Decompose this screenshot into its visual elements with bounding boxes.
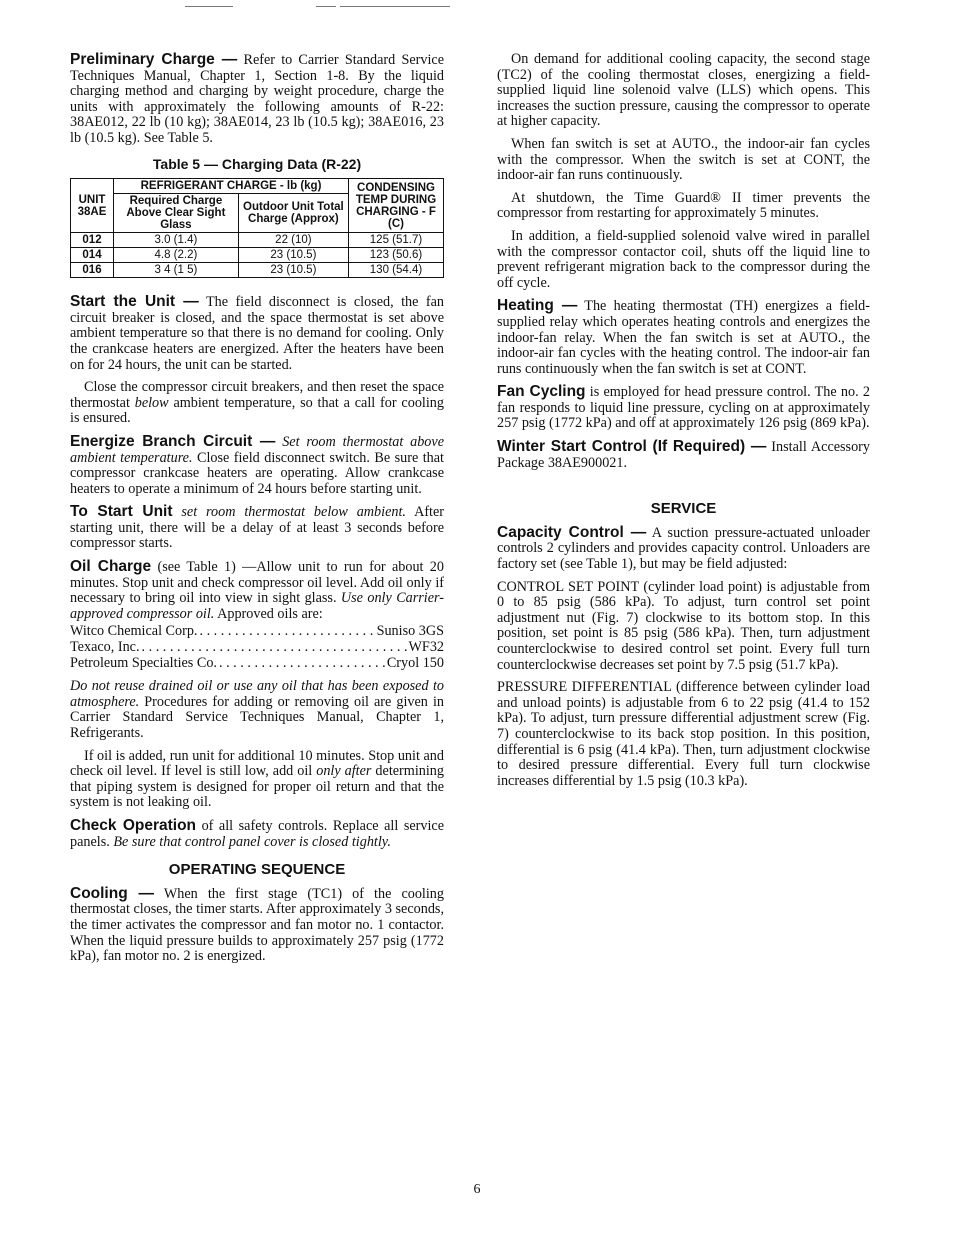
service-title: SERVICE <box>650 500 717 518</box>
energize-branch-heading: Energize Branch Circuit — <box>70 432 276 450</box>
heating-paragraph: Heating — The heating thermostat (TH) energizes a field-supplied relay which operates heating controls and energizes the indoor-fan relay. When the fan switch is set at AUTO., the indoor-air fan cycles with the heating control. The indoor-air fan runs continuously when the fan switch is set at CONT. <box>497 297 870 377</box>
table-row: 016 3 4 (1 5) 23 (10.5) 130 (54.4) <box>71 263 444 278</box>
pressure-differential-paragraph: PRESSURE DIFFERENTIAL (difference between cylinder load and unload points) is adjustable from 6 to 22 psig (41.4 to 152 kPa). To adjust, turn pressure differential adjustment screw (Fig. 7) counterclockwise to its back stop position. In this position, differential is 6 psig (41.4 kPa). Then, turn adjustment clockwise to desired pressure differential. Every full turn clockwise increases differential by 1.5 psig (10.3 kPa). <box>497 679 870 789</box>
oil-charge-heading: Oil Charge <box>70 558 152 576</box>
left-column <box>70 52 444 972</box>
fan-cycling-heading: Fan Cycling <box>497 383 586 401</box>
charging-data-table <box>70 178 444 278</box>
fan-switch-paragraph: When fan switch is set at AUTO., the indoor-air fan cycles with the compressor. When the switch is set at CONT, the indoor-air fan runs continuously. <box>497 135 870 184</box>
set-point-paragraph: CONTROL SET POINT (cylinder load point) is adjustable from 0 to 85 psig (586 kPa). To adjust, turn control set point adjustment nut (Fig. 7) clockwise to its bottom stop. In this position, set point is 85 psig (586 kPa). Then, turn adjustment counterclockwise to desired control set point. Every full turn counterclockwise decreases set point by 7.5 psig (51.7 kPa). <box>497 578 870 673</box>
table-row: 012 3.0 (1.4) 22 (10) 125 (51.7) <box>71 233 444 248</box>
operating-sequence-title: OPERATING SEQUENCE <box>168 861 346 879</box>
header-rule <box>316 6 336 7</box>
oil-added-paragraph: If oil is added, run unit for additional 10 minutes. Stop unit and check oil level. If level is still low, add oil only after determining that piping system is designed for proper oil return and that the system is not leaking oil. <box>70 747 444 811</box>
fan-cycling-paragraph: Fan Cycling is employed for head pressure control. The no. 2 fan responds to liquid line pressure, cycling on at approximately 257 psig (1772 kPa) and off at approximately 126 psig (869 kPa). <box>497 383 870 432</box>
shutdown-paragraph: At shutdown, the Time Guard® II timer prevents the compressor from restarting for approximately 5 minutes. <box>497 189 870 222</box>
table-5-title: Table 5 — Charging Data (R-22) <box>152 155 362 172</box>
reuse-oil-paragraph: Do not reuse drained oil or use any oil that has been exposed to atmosphere. Procedures for adding or removing oil are given in Carrier Standard Service Techniques Manual, Chapter 1, Refrigerants. <box>70 678 444 741</box>
demand-paragraph: On demand for additional cooling capacity, the second stage (TC2) of the cooling thermostat closes, energizing a field-supplied liquid line solenoid valve (LLS) which opens. This increases the suction pressure, causing the compressor to operate at higher capacity. <box>497 51 870 130</box>
winter-start-heading: Winter Start Control (If Required) — <box>497 438 767 456</box>
col-condensing-temp: CONDENSING TEMP DURING CHARGING - F (C) <box>349 179 444 233</box>
check-operation-heading: Check Operation <box>70 816 197 834</box>
heating-heading: Heating — <box>497 297 578 315</box>
header-rule <box>185 6 233 7</box>
preliminary-charge-paragraph: Preliminary Charge — Refer to Carrier Standard Service Techniques Manual, Chapter 1, Section 1-8. By the liquid charging method and charging by weight procedure, charge the units with approximately the following amounts of R-22: 38AE012, 22 lb (10 kg); 38AE014, 23 lb (10.5 kg); 38AE016, 23 lb (10.5 kg). See Table 5. <box>70 51 444 146</box>
col-unit: UNIT 38AE <box>71 179 114 233</box>
capacity-control-paragraph: Capacity Control — A suction pressure-actuated unloader controls 2 cylinders and provides capacity control. Unloaders are factory set (see Table 1), but may be field adjusted: <box>497 523 870 573</box>
right-column <box>497 52 870 796</box>
cooling-heading: Cooling — <box>70 884 155 902</box>
start-unit-paragraph-2: Close the compressor circuit breakers, and then reset the space thermostat below ambient temperature, so that a call for cooling is ensured. <box>70 379 444 427</box>
col-required-charge: Required Charge Above Clear Sight Glass <box>114 194 239 233</box>
header-rule <box>340 6 450 7</box>
start-unit-paragraph: Start the Unit — The field disconnect is closed, the fan circuit breaker is closed, and the space thermostat is set above ambient temperature so that there is no demand for cooling. Only the crankcase heaters are energized. After the heaters have been on for 24 hours, the unit can be started. <box>70 293 444 373</box>
list-item: Petroleum Specialties Co. . . . Cryol 150 <box>70 656 444 672</box>
check-operation-paragraph: Check Operation of all safety controls. Replace all service panels. Be sure that control panel cover is closed tightly. <box>70 816 445 850</box>
col-outdoor-total: Outdoor Unit Total Charge (Approx) <box>238 194 348 233</box>
list-item: Witco Chemical Corp. . . . Suniso 3GS <box>70 624 444 640</box>
start-unit-heading: Start the Unit — <box>70 293 199 311</box>
oil-charge-paragraph: Oil Charge (see Table 1) —Allow unit to run for about 20 minutes. Stop unit and check compressor oil level. Add oil only if necessary to bring oil into view in sight glass. Use only Carrier-approved compressor oil. Approved oils are: <box>70 558 444 622</box>
list-item: Texaco, Inc. . . . WF32 <box>70 640 444 656</box>
energize-branch-paragraph: Energize Branch Circuit — Set room thermostat above ambient temperature. Close field disconnect switch. Be sure that compressor crankcase heaters are operating. Allow crankcase heaters to operate a minimum of 24 hours before starting unit. <box>70 432 444 497</box>
col-refrigerant-charge: REFRIGERANT CHARGE - lb (kg) <box>114 179 349 194</box>
cooling-paragraph: Cooling — When the first stage (TC1) of the cooling thermostat closes, the timer starts. After approximately 3 seconds, the timer activates the compressor and fan motor no. 1 contactor. When the liquid pressure builds to approximately 257 psig (1772 kPa), fan motor no. 2 is energized. <box>70 884 444 965</box>
to-start-unit-heading: To Start Unit <box>70 503 173 521</box>
preliminary-charge-heading: Preliminary Charge — <box>70 51 238 68</box>
page-number: 6 <box>473 1182 481 1197</box>
solenoid-paragraph: In addition, a field-supplied solenoid valve wired in parallel with the compressor contactor coil, shuts off the liquid line to prevent refrigerant migration back to the compressor during the off cycle. <box>497 227 870 291</box>
table-row: 014 4.8 (2.2) 23 (10.5) 123 (50.6) <box>71 248 444 263</box>
winter-start-paragraph: Winter Start Control (If Required) — Install Accessory Package 38AE900021. <box>497 438 870 471</box>
approved-oils-list <box>70 624 444 671</box>
capacity-control-heading: Capacity Control — <box>497 523 647 541</box>
to-start-unit-paragraph: To Start Unit set room thermostat below ambient. After starting unit, there will be a delay of at least 3 seconds before compressor starts. <box>70 503 445 552</box>
